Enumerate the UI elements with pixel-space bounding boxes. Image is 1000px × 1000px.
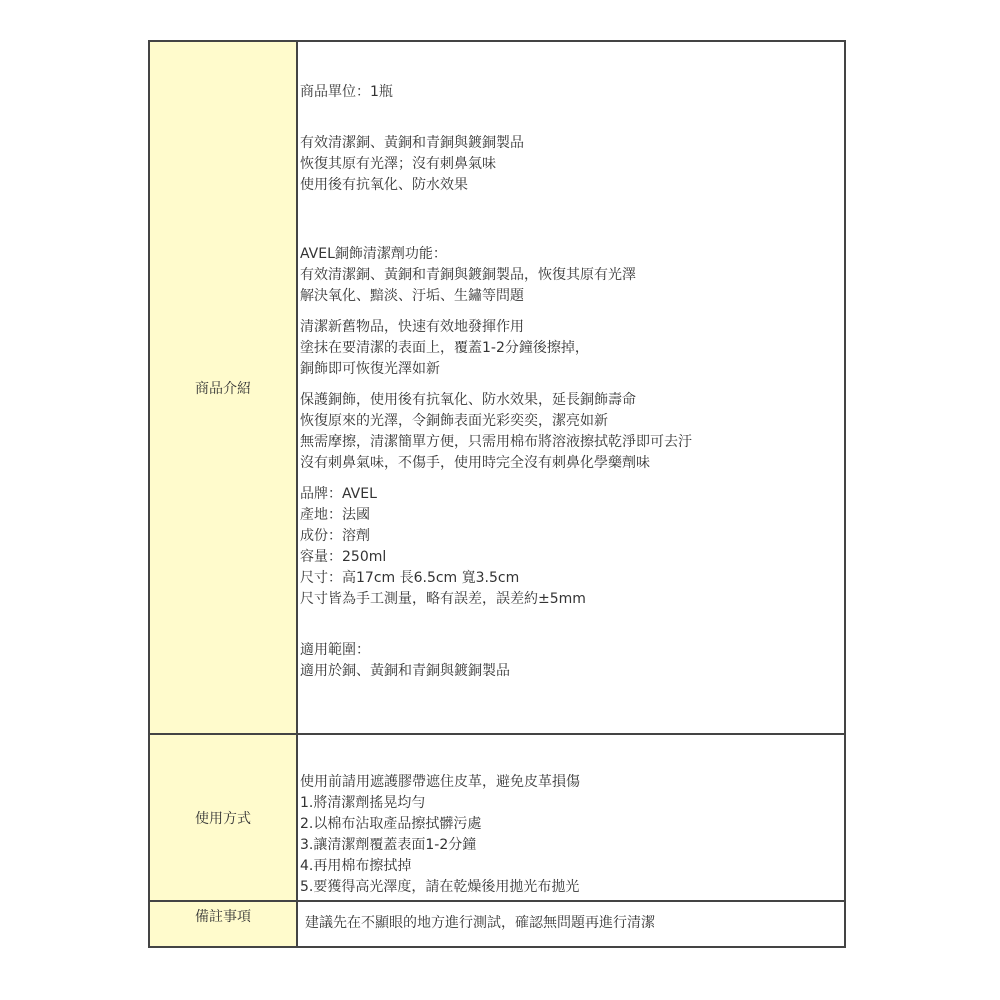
usage-line: 5.要獲得高光澤度，請在乾燥後用拋光布拋光	[300, 879, 580, 895]
protection-line: 沒有刺鼻氣味，不傷手，使用時完全沒有刺鼻化學藥劑味	[300, 455, 650, 471]
size-note-text: 尺寸皆為手工測量，略有誤差，誤差約±5mm	[300, 591, 586, 607]
usage-line: 4.再用棉布擦拭掉	[300, 858, 412, 874]
usage-line: 2.以棉布沾取產品擦拭髒污處	[300, 816, 482, 832]
protection-line: 無需摩擦，清潔簡單方便，只需用棉布將溶液擦拭乾淨即可去汙	[300, 434, 692, 450]
product-spec-table	[148, 40, 846, 948]
unit-text: 商品單位：1瓶	[300, 84, 393, 100]
cleaning-line: 銅飾即可恢復光澤如新	[300, 361, 440, 377]
usage-content	[298, 735, 844, 900]
notes-row	[150, 902, 844, 946]
notes-label: 備註事項	[150, 902, 298, 946]
usage-line: 3.讓清潔劑覆蓋表面1-2分鐘	[300, 837, 477, 853]
brand-text: 品牌：AVEL	[300, 486, 377, 502]
summary-line: 恢復其原有光澤；沒有刺鼻氣味	[300, 156, 496, 172]
size-text: 尺寸：高17cm 長6.5cm 寬3.5cm	[300, 570, 520, 586]
usage-row	[150, 735, 844, 902]
cleaning-line: 塗抹在要清潔的表面上，覆蓋1-2分鐘後擦掉，	[300, 340, 589, 356]
notes-content	[298, 902, 844, 946]
capacity-text: 容量：250ml	[300, 549, 387, 565]
usage-line: 1.將清潔劑搖晃均勻	[300, 795, 426, 811]
function-line: 有效清潔銅、黃銅和青銅與鍍銅製品，恢復其原有光澤	[300, 267, 636, 283]
cleaning-line: 清潔新舊物品，快速有效地發揮作用	[300, 319, 524, 335]
notes-text: 建議先在不顯眼的地方進行測試，確認無問題再進行清潔	[305, 915, 655, 931]
scope-text: 適用於銅、黃銅和青銅與鍍銅製品	[300, 663, 510, 679]
usage-label: 使用方式	[150, 735, 298, 900]
protection-line: 保護銅飾，使用後有抗氧化、防水效果，延長銅飾壽命	[300, 392, 636, 408]
function-heading: AVEL銅飾清潔劑功能：	[300, 246, 447, 262]
summary-line: 有效清潔銅、黃銅和青銅與鍍銅製品	[300, 135, 524, 151]
usage-line: 使用前請用遮護膠帶遮住皮革，避免皮革損傷	[300, 774, 580, 790]
summary-line: 使用後有抗氧化、防水效果	[300, 177, 468, 193]
intro-label: 商品介紹	[150, 42, 298, 733]
intro-content	[298, 42, 844, 733]
origin-text: 產地：法國	[300, 507, 370, 523]
ingredient-text: 成份：溶劑	[300, 528, 370, 544]
scope-heading: 適用範圍：	[300, 642, 370, 658]
function-line: 解決氧化、黯淡、汙垢、生鏽等問題	[300, 288, 524, 304]
intro-row	[150, 42, 844, 735]
protection-line: 恢復原來的光澤，令銅飾表面光彩奕奕，潔亮如新	[300, 413, 608, 429]
